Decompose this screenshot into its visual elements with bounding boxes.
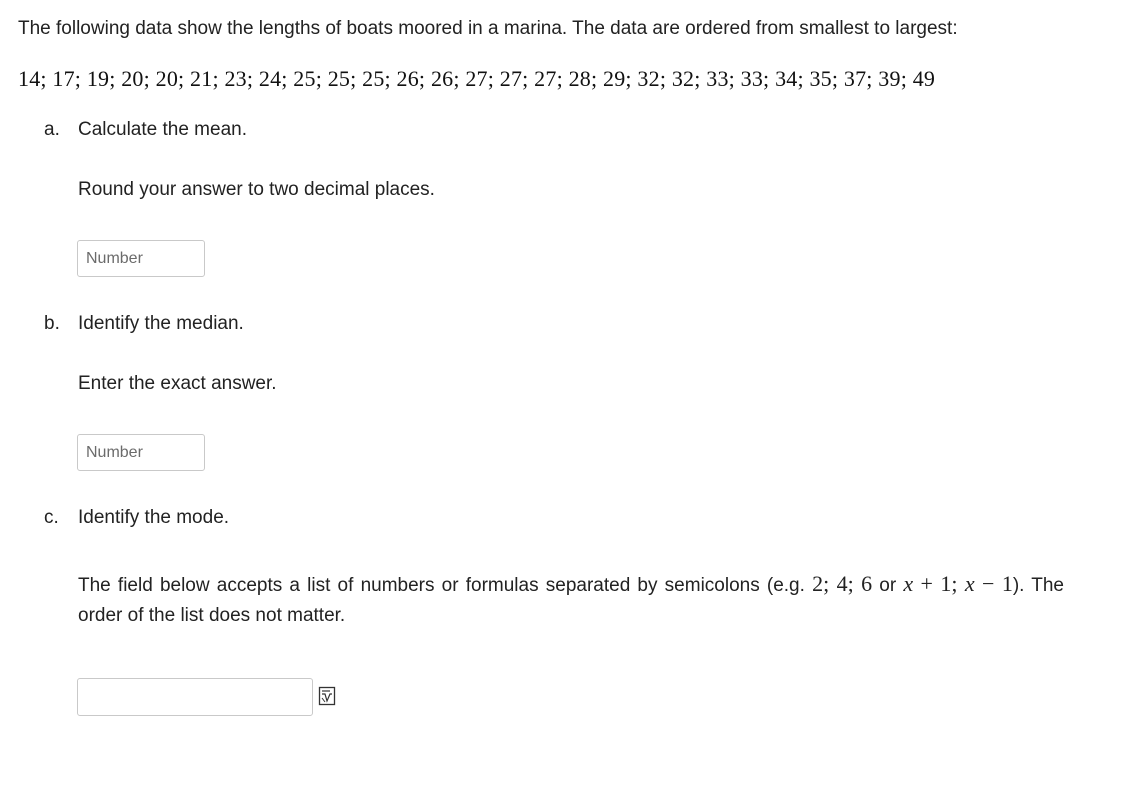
example-variable-2: x	[964, 571, 975, 596]
data-values: 14; 17; 19; 20; 20; 21; 23; 24; 25; 25; 25; 26; 26; 27; 27; 27; 28; 29; 32; 32; 33; 33; 34; 35; 37; 39; 49	[18, 66, 936, 91]
part-c-prompt: Identify the mode.	[78, 507, 230, 528]
mode-desc-text-1: The field below accepts a list of numbers or formulas separated by semicolons (e.g.	[78, 575, 805, 596]
example-formula-part-1: + 1;	[913, 571, 965, 596]
example-variable-1: x	[903, 571, 914, 596]
part-a-label: a.	[44, 119, 60, 140]
part-b-prompt: Identify the median.	[78, 313, 244, 334]
mode-desc-or: or	[879, 575, 897, 596]
mean-answer-input[interactable]	[77, 240, 205, 277]
mode-desc-text-2: ). The order of the list does not matter.	[78, 575, 1065, 626]
part-b-instruction: Enter the exact answer.	[78, 373, 277, 394]
mode-instructions	[78, 569, 1064, 631]
question-intro: The following data show the lengths of boats moored in a marina. The data are ordered from smallest to largest:	[18, 18, 958, 39]
part-a-prompt: Calculate the mean.	[78, 119, 247, 140]
part-a-instruction: Round your answer to two decimal places.	[78, 179, 435, 200]
part-b-label: b.	[44, 313, 60, 334]
part-c-label: c.	[44, 507, 59, 528]
preview-formula-icon[interactable]	[318, 686, 336, 706]
median-answer-input[interactable]	[77, 434, 205, 471]
mode-answer-input[interactable]	[77, 678, 313, 716]
example-numbers: 2; 4; 6	[812, 571, 873, 596]
example-formulas	[903, 571, 1012, 596]
example-formula-part-2: − 1	[974, 571, 1013, 596]
